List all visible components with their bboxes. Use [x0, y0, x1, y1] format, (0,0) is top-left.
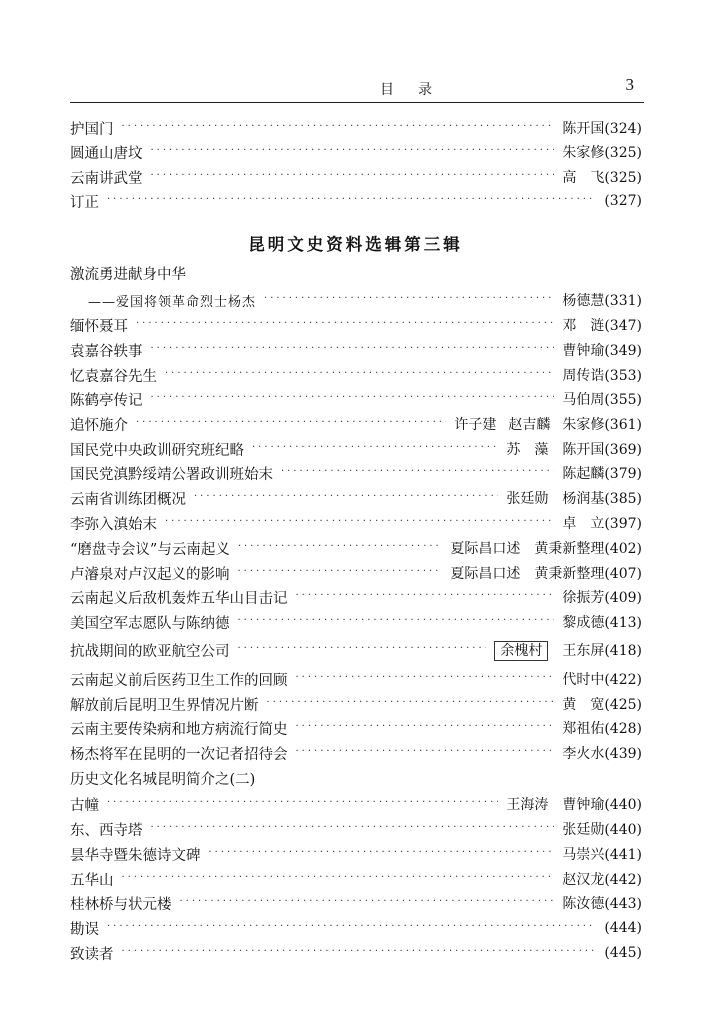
toc-entry — [70, 586, 642, 608]
section-heading: 昆明文史资料选辑第三辑 — [248, 235, 463, 254]
entry-page: (428) — [604, 721, 642, 737]
entry-author: 周传诰 — [562, 368, 605, 384]
toc-entry — [70, 562, 642, 584]
toc-entry — [70, 693, 642, 715]
entry-author: 马伯周 — [562, 392, 605, 408]
page-number: 3 — [625, 75, 634, 94]
entry-author-page — [562, 142, 642, 162]
entry-coauthor: 苏 — [506, 442, 521, 458]
toc-entry — [70, 868, 642, 890]
leader-dots — [151, 824, 555, 835]
entry-title: 昙华寺暨朱德诗文碑 — [70, 847, 201, 864]
toc-entry — [70, 793, 642, 815]
entry-page: (445) — [604, 945, 642, 961]
entry-title: 历史文化名城昆明简介之(二) — [70, 772, 256, 788]
entry-author-page — [562, 869, 642, 889]
entry-coauthor: 藻 — [534, 442, 549, 458]
entry-author: 陈开国 — [562, 442, 605, 458]
entry-title: 云南省训练团概况 — [70, 491, 186, 508]
leader-dots — [296, 592, 555, 603]
entry-title: 卢濬泉对卢汉起义的影响 — [70, 566, 230, 583]
entry-author: 黄 — [562, 697, 577, 713]
entry-title: 桂林桥与状元楼 — [70, 896, 172, 913]
entry-page: (409) — [604, 590, 642, 606]
entry-title: 古幢 — [70, 797, 99, 814]
entry-author-page — [562, 315, 642, 335]
entry-author: 陈开国 — [562, 121, 605, 137]
toc-entry — [70, 892, 642, 914]
toc-entry — [70, 141, 642, 163]
entry-author-page — [506, 439, 642, 459]
entry-author: 涟 — [590, 318, 605, 334]
entry-title: 追怀施介 — [70, 417, 128, 434]
entry-page: (425) — [604, 697, 642, 713]
entry-author: 朱家修 — [562, 145, 605, 161]
entry-author-page — [562, 587, 642, 607]
entry-author-page — [562, 694, 642, 714]
entry-title: 订正 — [70, 194, 99, 211]
entry-author: 郑祖佑 — [562, 721, 605, 737]
leader-dots — [238, 543, 443, 554]
entry-title: 解放前后昆明卫生界情况片断 — [70, 697, 259, 714]
entry-title: 云南起义前后医药卫生工作的回顾 — [70, 672, 288, 689]
entry-title: 国民党中央政训研究班纪略 — [70, 442, 244, 459]
toc-entry — [70, 190, 642, 212]
entry-author-page — [506, 488, 642, 508]
header-title: 目录 — [380, 82, 456, 98]
leader-dots — [180, 898, 555, 909]
toc-entry — [70, 438, 642, 460]
entry-author-page — [454, 414, 642, 434]
entry-title: 云南讲武堂 — [70, 170, 143, 187]
entry-title: 缅怀聂耳 — [70, 318, 128, 335]
entry-author-page — [450, 563, 642, 583]
toc-entry — [70, 314, 642, 336]
entry-author-page — [562, 819, 642, 839]
entry-author-page — [562, 844, 642, 864]
entry-page: (324) — [604, 121, 642, 137]
entry-title: 激流勇进献身中华 — [70, 267, 186, 283]
entry-page: (353) — [604, 368, 642, 384]
entry-page: (418) — [604, 643, 642, 659]
entry-title: 护国门 — [70, 121, 114, 138]
entry-page: (441) — [604, 847, 642, 863]
entry-page: (355) — [604, 392, 642, 408]
entry-title: 国民党滇黔绥靖公署政训班始末 — [70, 466, 273, 483]
entry-author: 陈起麟 — [562, 466, 605, 482]
entry-page: (325) — [604, 170, 642, 186]
toc-entry — [70, 117, 642, 139]
entry-author-page — [562, 743, 642, 763]
boxed-author: 余槐村 — [494, 641, 548, 661]
entry-author-page — [562, 365, 642, 385]
entry-page: (407) — [604, 566, 642, 582]
leader-dots — [165, 518, 554, 529]
entry-subtitle: ——爱国将领革命烈士杨杰 — [88, 294, 257, 310]
toc-entry — [70, 166, 642, 188]
entry-author: 曹钟瑜 — [562, 343, 605, 359]
entry-author: 王东屏 — [562, 643, 605, 659]
entry-title: 抗战期间的欧亚航空公司 — [70, 643, 230, 660]
entry-coauthor: 许子建 — [454, 417, 497, 433]
toc-entry — [70, 487, 642, 509]
entry-author-page — [562, 612, 642, 632]
entry-page: (442) — [604, 872, 642, 888]
entry-author-page — [562, 669, 642, 689]
entry-title: 美国空军志愿队与陈纳德 — [70, 615, 230, 632]
entry-author-page — [562, 389, 642, 409]
entry-title: 致读者 — [70, 946, 114, 963]
entry-page: (331) — [604, 293, 642, 309]
entry-page: (440) — [604, 822, 642, 838]
leader-dots — [264, 295, 554, 306]
leader-dots — [296, 723, 555, 734]
entry-author-page — [562, 118, 642, 138]
page-header — [70, 76, 644, 103]
entry-author: 张廷勋 — [562, 822, 605, 838]
entry-author: 立 — [590, 516, 605, 532]
toc-entry — [70, 717, 642, 739]
entry-title: “磨盘寺会议”与云南起义 — [70, 541, 230, 558]
entry-page: (439) — [604, 746, 642, 762]
toc-entry — [70, 611, 642, 633]
leader-dots — [151, 345, 555, 356]
entry-title: 勘误 — [70, 921, 99, 938]
entry-page: (397) — [604, 516, 642, 532]
entry-author-page — [562, 893, 642, 913]
entry-author-page — [562, 513, 642, 533]
entry-author-page — [506, 794, 642, 814]
leader-dots — [281, 468, 554, 479]
entry-title: 杨杰将军在昆明的一次记者招待会 — [70, 746, 288, 763]
entry-author: 黎成德 — [562, 615, 605, 631]
entry-page: (385) — [604, 491, 642, 507]
leader-dots — [122, 948, 597, 959]
leader-dots — [107, 196, 596, 207]
toc-entry — [70, 537, 642, 559]
leader-dots — [252, 444, 498, 455]
entry-coauthor: 夏际昌口述 — [450, 566, 521, 582]
leader-dots — [194, 493, 498, 504]
entry-page: (413) — [604, 615, 642, 631]
entry-page: (361) — [604, 417, 642, 433]
toc-entry — [70, 942, 642, 964]
leader-dots — [136, 320, 554, 331]
leader-dots — [209, 849, 555, 860]
entry-author: 陈汝德 — [562, 896, 605, 912]
toc-entry — [70, 843, 642, 865]
entry-author-page — [604, 920, 642, 936]
entry-author: 卓 — [562, 516, 577, 532]
toc-entry — [70, 462, 642, 484]
entry-author: 黄秉新整理 — [534, 566, 605, 582]
entry-page: (379) — [604, 466, 642, 482]
entry-page: (349) — [604, 343, 642, 359]
entry-page: (369) — [604, 442, 642, 458]
entry-coauthor: 王海涛 — [506, 797, 549, 813]
toc-entry — [70, 818, 642, 840]
entry-page: (327) — [604, 193, 642, 209]
entry-coauthor: 张廷勋 — [506, 491, 549, 507]
entry-page: (443) — [604, 896, 642, 912]
entry-author: 杨德慧 — [562, 293, 605, 309]
leader-dots — [107, 799, 498, 810]
entry-author-page — [562, 167, 642, 187]
entry-author: 朱家修 — [562, 417, 605, 433]
entry-coauthor: 夏际昌口述 — [450, 541, 521, 557]
toc-entry — [70, 742, 642, 764]
toc-entry — [70, 668, 642, 690]
leader-dots — [238, 617, 555, 628]
leader-dots — [122, 874, 555, 885]
entry-author: 杨润基 — [562, 491, 605, 507]
entry-author: 宽 — [590, 697, 605, 713]
entry-page: (347) — [604, 318, 642, 334]
entry-author: 赵汉龙 — [562, 872, 605, 888]
entry-author-page — [450, 538, 642, 558]
entry-author: 高 — [562, 170, 577, 186]
toc-entry — [70, 639, 642, 661]
leader-dots — [136, 419, 446, 430]
entry-title: 袁嘉谷轶事 — [70, 343, 143, 360]
toc-entry — [70, 339, 642, 361]
entry-author-page — [604, 945, 642, 961]
leader-dots — [107, 923, 596, 934]
leader-dots — [165, 370, 554, 381]
entry-author: 飞 — [590, 170, 605, 186]
leader-dots — [296, 748, 555, 759]
entry-coauthor: 赵吉麟 — [508, 417, 551, 433]
entry-title: 云南起义后敌机轰炸五华山目击记 — [70, 590, 288, 607]
toc-entry — [70, 917, 642, 939]
entry-author-page — [562, 340, 642, 360]
entry-title: 五华山 — [70, 872, 114, 889]
entry-author-page — [562, 463, 642, 483]
leader-dots — [296, 674, 555, 685]
entry-title: 忆袁嘉谷先生 — [70, 368, 157, 385]
entry-author: 李火水 — [562, 746, 605, 762]
leader-dots — [238, 568, 443, 579]
leader-dots — [151, 394, 555, 405]
entry-author-page — [604, 193, 642, 209]
leader-dots — [238, 645, 487, 656]
leader-dots — [151, 147, 555, 158]
entry-author: 马崇兴 — [562, 847, 605, 863]
entry-page: (440) — [604, 797, 642, 813]
toc-entry — [70, 388, 642, 410]
entry-author-page — [494, 640, 642, 660]
entry-page: (422) — [604, 672, 642, 688]
entry-author-page — [562, 290, 642, 310]
entry-author: 黄秉新整理 — [534, 541, 605, 557]
entry-title: 云南主要传染病和地方病流行简史 — [70, 721, 288, 738]
entry-author: 邓 — [562, 318, 577, 334]
leader-dots — [267, 699, 555, 710]
entry-title: 圆通山唐坟 — [70, 145, 143, 162]
entry-author-page — [562, 718, 642, 738]
entry-title: 陈鹤亭传记 — [70, 392, 143, 409]
toc-entry — [70, 512, 642, 534]
toc-entry — [70, 364, 642, 386]
entry-title: 李弥入滇始末 — [70, 516, 157, 533]
entry-page: (325) — [604, 145, 642, 161]
leader-dots — [151, 172, 555, 183]
toc-entry — [70, 413, 642, 435]
entry-page: (444) — [604, 920, 642, 936]
entry-author: 曹钟瑜 — [562, 797, 605, 813]
entry-author: 徐振芳 — [562, 590, 605, 606]
entry-author: 代时中 — [562, 672, 605, 688]
entry-title: 东、西寺塔 — [70, 822, 143, 839]
toc-entry — [70, 289, 642, 311]
entry-page: (402) — [604, 541, 642, 557]
leader-dots — [122, 123, 555, 134]
